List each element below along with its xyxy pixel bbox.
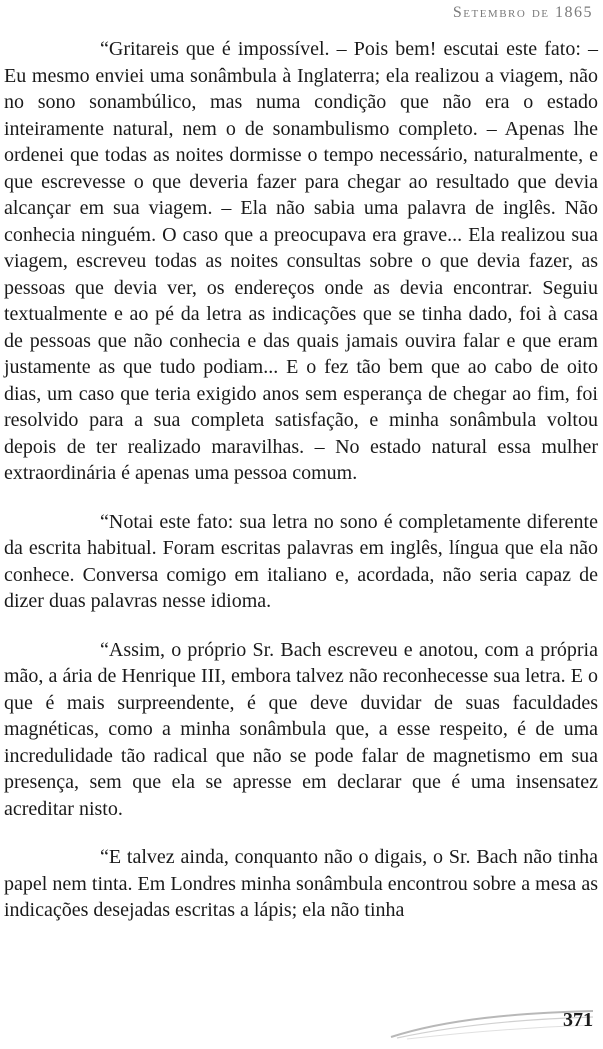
paragraph-1: “Gritareis que é impossível. – Pois bem! escutai este fato: – Eu mesmo enviei uma sonâmbula à Inglaterra; ela realizou a viagem, não no sono sonambúlico, mas numa condição que não era o estado inteiramente natural, nem o de sonambulismo completo. – Apenas lhe ordenei que todas as noites dormisse o tempo necessário, naturalmente, e que escrevesse o que deveria fazer para chegar ao resultado que devia alcançar em sua viagem. – Ela não sabia uma palavra de inglês. Não conhecia ninguém. O caso que a preocupava era grave... Ela realizou sua viagem, escreveu todas as noites consultas sobre o que devia fazer, as pessoas que devia ver, os endereços onde as devia encontrar. Seguiu textualmente e ao pé da letra as indicações que se tinha dado, foi à casa de pessoas que não conhecia e das quais jamais ouvira falar e que eram justamente as que tudo podiam... E o fez tão bem que ao cabo de oito dias, um caso que teria exigido anos sem esperança de chegar ao fim, foi resolvido para a sua completa satisfação, e minha sonâmbula voltou depois de ter realizado maravilhas. – No estado natural essa mulher extraordinária é apenas uma pessoa comum.	[4, 38, 598, 484]
page-body	[4, 36, 598, 924]
page-footer	[387, 1007, 597, 1041]
paragraph-3: “Assim, o próprio Sr. Bach escreveu e anotou, com a própria mão, a ária de Henrique III, embora talvez não reconhecesse sua letra. E o que é mais surpreendente, é que deve duvidar de suas faculdades magnéticas, como a minha sonâmbula que, a esse respeito, é de uma incredulidade tão radical que não se pode falar de magnetismo em sua presença, sem que ela se apresse em declarar que é uma insensatez acreditar nisto.	[4, 638, 598, 820]
page-number: 371	[563, 1009, 593, 1031]
paragraph-4: “E talvez ainda, conquanto não o digais, o Sr. Bach não tinha papel nem tinta. Em Londres minha sonâmbula encontrou sobre a mesa as indicações desejadas escritas a lápis; ela não tinha	[4, 846, 598, 921]
paragraph-2: “Notai este fato: sua letra no sono é completamente diferente da escrita habitual. Foram escritas palavras em inglês, língua que ela não conhece. Conversa comigo em italiano e, acordada, não seria capaz de dizer duas palavras nesse idioma.	[4, 510, 598, 612]
running-header: Setembro de 1865	[452, 4, 593, 21]
